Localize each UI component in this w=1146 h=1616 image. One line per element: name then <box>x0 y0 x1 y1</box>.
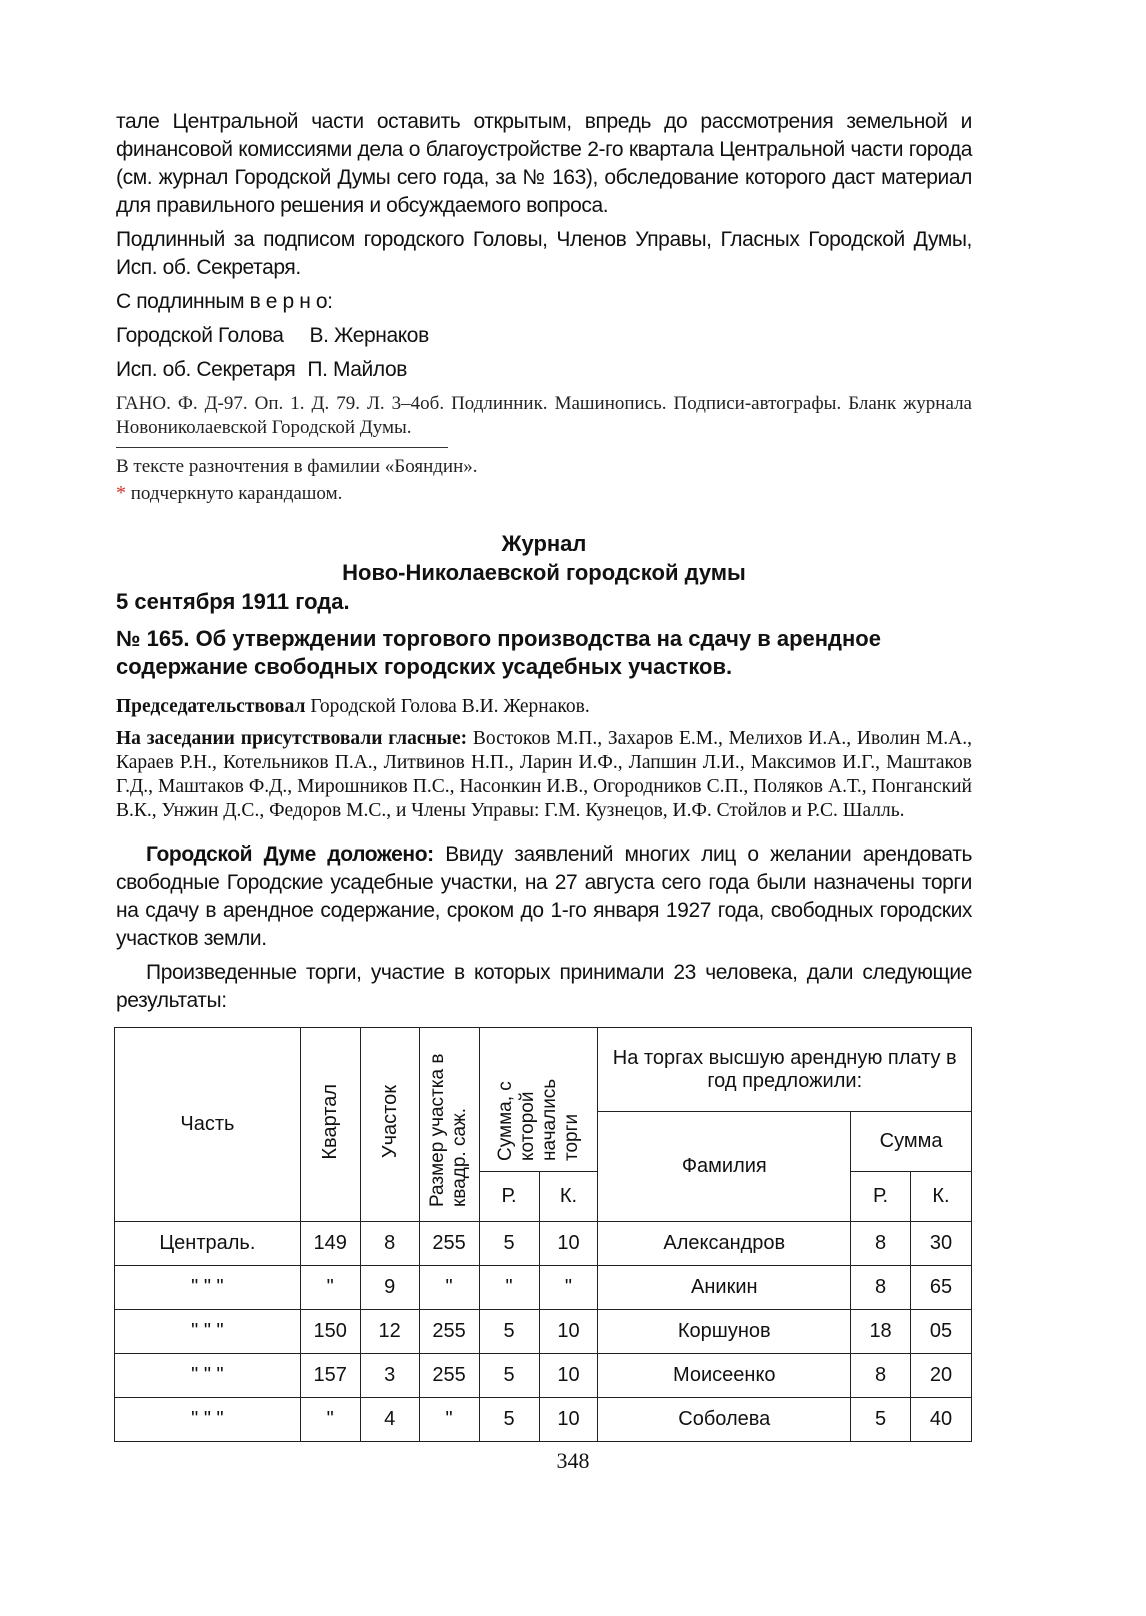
reported-text: Ввиду заявлений многих лиц о желании арендовать свободные Городские усадебные участки, на 27 августа сего года были назначены торги на сдачу в арендное содержание, сроком до 1-го января 1927 года, свободных городских участков земли. <box>116 843 973 950</box>
header-size-text: Размер участка в квадр. саж. <box>427 1053 471 1207</box>
header-sum: Сумма <box>851 1112 972 1172</box>
header-rub: Р. <box>479 1172 539 1222</box>
table-row <box>115 1266 972 1310</box>
table-row <box>115 1310 972 1354</box>
footnote-star: * <box>116 482 126 504</box>
table-cell: 8 <box>360 1222 419 1266</box>
table-cell: 149 <box>300 1222 360 1266</box>
header-rub2: Р. <box>851 1172 911 1222</box>
header-kop2: К. <box>911 1172 972 1222</box>
table-cell: " <box>419 1266 479 1310</box>
table-cell: 5 <box>479 1222 539 1266</box>
header-plot-text: Участок <box>378 1084 401 1159</box>
table-cell: 8 <box>851 1222 911 1266</box>
table-row <box>115 1354 972 1398</box>
table-cell: 5 <box>479 1354 539 1398</box>
table-cell: 4 <box>360 1398 419 1442</box>
journal-subtitle: Ново-Николаевской городской думы <box>342 560 746 585</box>
table-cell: 150 <box>300 1310 360 1354</box>
header-quarter <box>300 1028 360 1222</box>
header-plot <box>360 1028 419 1222</box>
present-paragraph <box>116 727 972 823</box>
table-cell: " " " <box>115 1354 301 1398</box>
table-cell: 5 <box>479 1310 539 1354</box>
table-cell: 5 <box>479 1398 539 1442</box>
table-cell: Коршунов <box>598 1310 851 1354</box>
auction-results-table <box>114 1027 972 1442</box>
table-cell: " <box>300 1398 360 1442</box>
signature-name: В. Жернаков <box>309 324 429 347</box>
signature-mayor <box>116 322 972 350</box>
journal-subject: № 165. Об утверждении торгового производства на сдачу в арендное содержание свободных городских усадебных участков. <box>116 626 881 679</box>
table-cell: Александров <box>598 1222 851 1266</box>
table-row <box>115 1398 972 1442</box>
journal-title: Журнал <box>501 531 587 556</box>
header-surname: Фамилия <box>598 1112 851 1222</box>
footnote-2 <box>116 480 972 507</box>
table-cell: 9 <box>360 1266 419 1310</box>
intro-paragraph: тале Центральной части оставить открытым, впредь до рассмотрения земельной и финансовой комиссиями дела о благоустройстве 2-го квартала Центральной части города (см. журнал Городской Думы сего года, за № 163), обследование которого даст материал для правильного решения и обсуждаемого вопроса. <box>116 110 972 217</box>
table-cell: Аникин <box>598 1266 851 1310</box>
table-cell: " " " <box>115 1310 301 1354</box>
header-kop: К. <box>539 1172 598 1222</box>
table-cell: 10 <box>539 1310 598 1354</box>
table-cell: 30 <box>911 1222 972 1266</box>
table-cell: 255 <box>419 1222 479 1266</box>
table-cell: 255 <box>419 1354 479 1398</box>
table-cell: 10 <box>539 1398 598 1442</box>
table-cell: 20 <box>911 1354 972 1398</box>
chair-text: Городской Голова В.И. Жернаков. <box>310 696 590 717</box>
page-content <box>116 108 972 1442</box>
table-cell: " " " <box>115 1266 301 1310</box>
chair-line <box>116 695 972 719</box>
table-cell: 255 <box>419 1310 479 1354</box>
header-start-sum-text: Сумма, с которой начались торги <box>494 1078 582 1161</box>
table-cell: Соболева <box>598 1398 851 1442</box>
table-cell: 65 <box>911 1266 972 1310</box>
table-cell: 40 <box>911 1398 972 1442</box>
table-row <box>115 1222 972 1266</box>
signature-role: Исп. об. Секретаря <box>116 358 296 381</box>
table-cell: 10 <box>539 1354 598 1398</box>
footnote-2-text: подчеркнуто карандашом. <box>130 483 343 504</box>
archive-reference: ГАНО. Ф. Д-97. Оп. 1. Д. 79. Л. 3–4об. Подлинник. Машинопись. Подписи-автографы. Бланк журнала Новониколаевской Городской Думы. <box>116 393 972 438</box>
table-cell: 8 <box>851 1354 911 1398</box>
table-cell: 157 <box>300 1354 360 1398</box>
present-text: Востоков М.П., Захаров Е.М., Мелихов И.А., Иволин М.А., Караев Р.Н., Котельников П.А., Литвинов Н.П., Ларин И.Ф., Лапшин Л.И., Максимов И.Г., Маштаков Г.Д., Маштаков Ф.Д., Мирошников П.С., Насонкин И.В., Огородников С.П., Поляков А.Т., Понганский В.К., Унжин Д.С., Федоров М.С., и Члены Управы: Г.М. Кузнецов, И.Ф. Стойлов и Р.С. Шалль. <box>116 728 972 821</box>
table-cell: 18 <box>851 1310 911 1354</box>
table-cell: Моисеенко <box>598 1354 851 1398</box>
table-cell: 12 <box>360 1310 419 1354</box>
table-cell: 5 <box>851 1398 911 1442</box>
table-cell: " <box>419 1398 479 1442</box>
header-highest: На торгах высшую арендную плату в год предложили: <box>598 1028 972 1112</box>
original-signed-note: Подлинный за подписом городского Головы, Членов Управы, Гласных Городской Думы, Исп. об. Секретаря. <box>116 228 972 279</box>
signature-name: П. Майлов <box>307 358 408 381</box>
page-number: 348 <box>556 1448 590 1473</box>
table-cell: 8 <box>851 1266 911 1310</box>
header-start-sum <box>479 1028 598 1172</box>
verified-line: С подлинным в е р н о: <box>116 290 333 313</box>
table-body <box>115 1222 972 1442</box>
table-cell: " <box>539 1266 598 1310</box>
table-cell: 3 <box>360 1354 419 1398</box>
table-cell: " <box>300 1266 360 1310</box>
reported-label: Городской Думе доложено: <box>146 843 434 866</box>
signature-secretary <box>116 356 972 384</box>
present-label: На заседании присутствовали гласные: <box>116 728 468 749</box>
table-cell: 05 <box>911 1310 972 1354</box>
signature-role: Городской Голова <box>116 324 284 347</box>
table-cell: " <box>479 1266 539 1310</box>
journal-date: 5 сентября 1911 года. <box>116 589 350 614</box>
results-paragraph: Произведенные торги, участие в которых принимали 23 человека, дали следующие результаты: <box>116 961 972 1012</box>
table-cell: Централь. <box>115 1222 301 1266</box>
header-size <box>419 1028 479 1222</box>
table-cell: 10 <box>539 1222 598 1266</box>
footnote-1: В тексте разночтения в фамилии «Бояндин». <box>116 456 478 477</box>
footnote-rule <box>116 447 448 448</box>
reported-paragraph <box>116 841 972 953</box>
header-quarter-text: Квартал <box>319 1083 342 1160</box>
chair-label: Председательствовал <box>116 696 306 717</box>
table-cell: " " " <box>115 1398 301 1442</box>
header-part: Часть <box>115 1028 301 1222</box>
